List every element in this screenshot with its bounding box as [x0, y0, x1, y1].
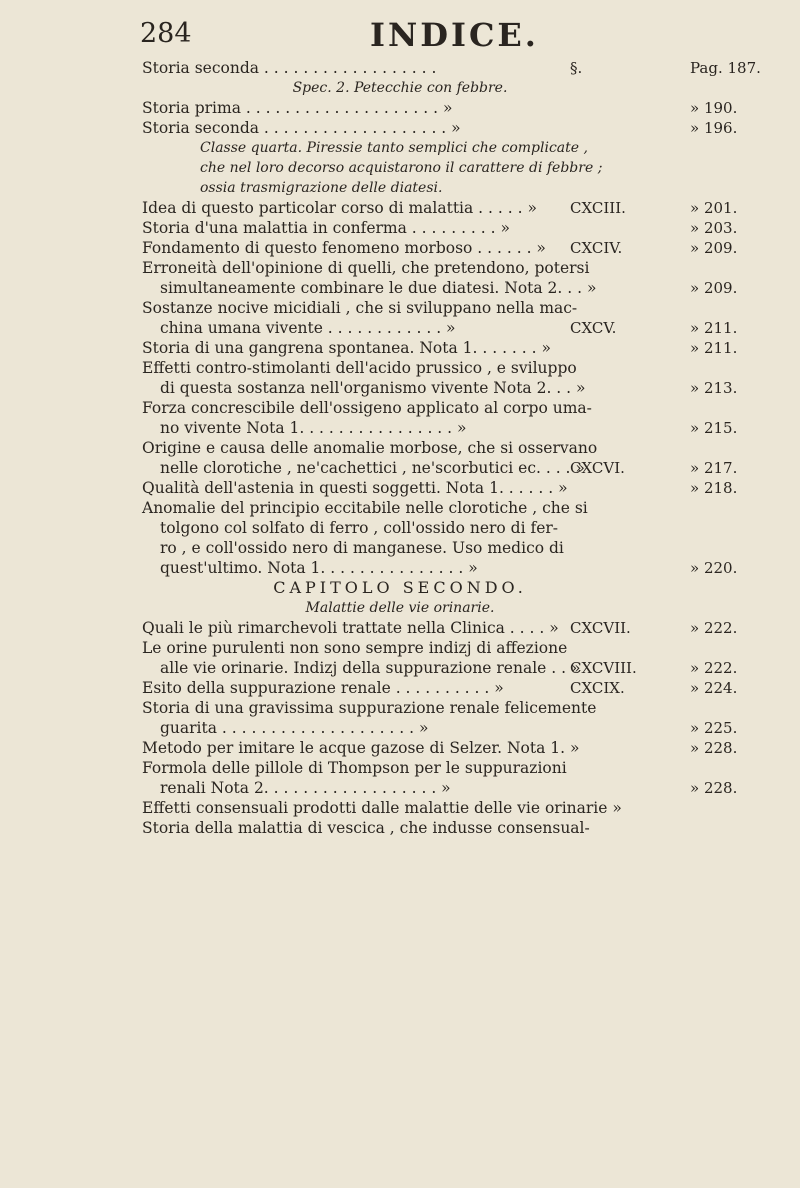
entry-text: alle vie orinarie. Indizj della suppurazione renale . . »: [160, 659, 581, 677]
section-subheading: Spec. 2. Petecchie con febbre.: [292, 80, 508, 96]
index-entry: [0, 618, 800, 638]
entry-text: Formola delle pillole di Thompson per le suppurazioni: [142, 759, 567, 777]
index-list: [0, 58, 800, 838]
entry-page: » 213.: [690, 379, 738, 397]
index-entry: [0, 178, 800, 198]
index-entry: [0, 118, 800, 138]
entry-page: » 228.: [690, 739, 738, 757]
entry-text: Storia della malattia di vescica , che indusse consensual-: [142, 819, 590, 837]
entry-page: » 209.: [690, 239, 738, 257]
index-entry: [0, 338, 800, 358]
index-entry: [0, 418, 800, 438]
entry-text: di questa sostanza nell'organismo vivente Nota 2. . . »: [160, 379, 586, 397]
entry-text: guarita . . . . . . . . . . . . . . . . . . . . »: [160, 719, 429, 737]
entry-page: » 209.: [690, 279, 738, 297]
page-number: 284: [140, 18, 192, 49]
entry-text: simultaneamente combinare le due diatesi. Nota 2. . . »: [160, 279, 597, 297]
page-header: [0, 12, 800, 56]
index-entry: [0, 718, 800, 738]
entry-section: CXCVII.: [570, 619, 631, 637]
entry-page: » 201.: [690, 199, 738, 217]
entry-text: Storia di una gangrena spontanea. Nota 1. . . . . . . »: [142, 339, 551, 357]
entry-text: Le orine purulenti non sono sempre indizj di affezione: [142, 639, 568, 657]
index-entry: [0, 698, 800, 718]
index-entry: [0, 498, 800, 518]
entry-page: » 228.: [690, 779, 738, 797]
index-entry: [0, 158, 800, 178]
entry-page: » 217.: [690, 459, 738, 477]
section-subheading: che nel loro decorso acquistarono il carattere di febbre ;: [200, 160, 603, 176]
index-entry: [0, 818, 800, 838]
index-entry: [0, 138, 800, 158]
index-entry: [0, 758, 800, 778]
entry-section: CXCVIII.: [570, 659, 637, 677]
section-subheading: ossia trasmigrazione delle diatesi.: [200, 180, 443, 196]
entry-section: CXCIX.: [570, 679, 625, 697]
entry-page: Pag. 187.: [690, 59, 761, 77]
entry-page: » 215.: [690, 419, 738, 437]
entry-text: Origine e causa delle anomalie morbose, che si osservano: [142, 439, 598, 457]
entry-section: CXCVI.: [570, 459, 625, 477]
entry-text: Esito della suppurazione renale . . . . . . . . . . »: [142, 679, 504, 697]
entry-page: » 211.: [690, 339, 738, 357]
index-entry: [0, 258, 800, 278]
entry-page: » 211.: [690, 319, 738, 337]
entry-text: renali Nota 2. . . . . . . . . . . . . . . . . . »: [160, 779, 451, 797]
entry-page: » 220.: [690, 559, 738, 577]
entry-text: Storia seconda . . . . . . . . . . . . . . . . . .: [142, 59, 437, 77]
index-entry: [0, 598, 800, 618]
index-entry: [0, 438, 800, 458]
index-entry: [0, 378, 800, 398]
entry-text: Effetti contro-stimolanti dell'acido prussico , e sviluppo: [142, 359, 577, 377]
index-entry: [0, 458, 800, 478]
entry-page: » 190.: [690, 99, 738, 117]
entry-text: nelle clorotiche , ne'cachettici , ne'scorbutici ec. . . . »: [160, 459, 585, 477]
entry-text: Qualità dell'astenia in questi soggetti. Nota 1. . . . . . »: [142, 479, 568, 497]
entry-text: Anomalie del principio eccitabile nelle clorotiche , che si: [142, 499, 588, 517]
entry-text: Effetti consensuali prodotti dalle malattie delle vie orinarie »: [142, 799, 622, 817]
index-entry: [0, 678, 800, 698]
index-entry: [0, 638, 800, 658]
entry-page: » 222.: [690, 619, 738, 637]
entry-page: » 218.: [690, 479, 738, 497]
index-entry: [0, 738, 800, 758]
entry-text: Fondamento di questo fenomeno morboso . . . . . . »: [142, 239, 546, 257]
index-entry: [0, 58, 800, 78]
entry-text: Quali le più rimarchevoli trattate nella Clinica . . . . »: [142, 619, 559, 637]
index-entry: [0, 358, 800, 378]
section-subheading: Classe quarta. Piressie tanto semplici che complicate ,: [200, 140, 588, 156]
entry-text: Idea di questo particolar corso di malattia . . . . . »: [142, 199, 537, 217]
index-entry: [0, 78, 800, 98]
index-entry: [0, 578, 800, 598]
entry-text: tolgono col solfato di ferro , coll'ossido nero di fer-: [160, 519, 559, 537]
entry-text: Storia di una gravissima suppurazione renale felicemente: [142, 699, 597, 717]
entry-section: CXCIV.: [570, 239, 623, 257]
entry-text: Sostanze nocive micidiali , che si sviluppano nella mac-: [142, 299, 578, 317]
entry-text: Storia seconda . . . . . . . . . . . . . . . . . . . »: [142, 119, 461, 137]
entry-section: §.: [570, 59, 583, 77]
index-entry: [0, 478, 800, 498]
index-entry: [0, 198, 800, 218]
entry-section: CXCV.: [570, 319, 617, 337]
index-entry: [0, 658, 800, 678]
entry-page: » 203.: [690, 219, 738, 237]
index-entry: [0, 778, 800, 798]
chapter-heading: CAPITOLO SECONDO.: [273, 578, 527, 597]
index-entry: [0, 798, 800, 818]
index-entry: [0, 558, 800, 578]
entry-section: CXCIII.: [570, 199, 626, 217]
entry-page: » 225.: [690, 719, 738, 737]
entry-text: Forza concrescibile dell'ossigeno applicato al corpo uma-: [142, 399, 592, 417]
entry-text: Storia prima . . . . . . . . . . . . . . . . . . . . »: [142, 99, 453, 117]
index-entry: [0, 218, 800, 238]
index-entry: [0, 298, 800, 318]
entry-page: » 196.: [690, 119, 738, 137]
index-entry: [0, 278, 800, 298]
index-entry: [0, 518, 800, 538]
index-entry: [0, 318, 800, 338]
index-entry: [0, 98, 800, 118]
page-title: INDICE.: [370, 16, 539, 54]
index-entry: [0, 238, 800, 258]
entry-text: ro , e coll'ossido nero di manganese. Uso medico di: [160, 539, 564, 557]
entry-page: » 224.: [690, 679, 738, 697]
entry-page: » 222.: [690, 659, 738, 677]
entry-text: Erroneità dell'opinione di quelli, che pretendono, potersi: [142, 259, 590, 277]
entry-text: Storia d'una malattia in conferma . . . . . . . . . »: [142, 219, 510, 237]
index-entry: [0, 538, 800, 558]
entry-text: no vivente Nota 1. . . . . . . . . . . . . . . . »: [160, 419, 467, 437]
index-entry: [0, 398, 800, 418]
entry-text: china umana vivente . . . . . . . . . . . . »: [160, 319, 456, 337]
section-subheading: Malattie delle vie orinarie.: [305, 600, 495, 616]
entry-text: Metodo per imitare le acque gazose di Selzer. Nota 1. »: [142, 739, 580, 757]
entry-text: quest'ultimo. Nota 1. . . . . . . . . . . . . . . »: [160, 559, 478, 577]
